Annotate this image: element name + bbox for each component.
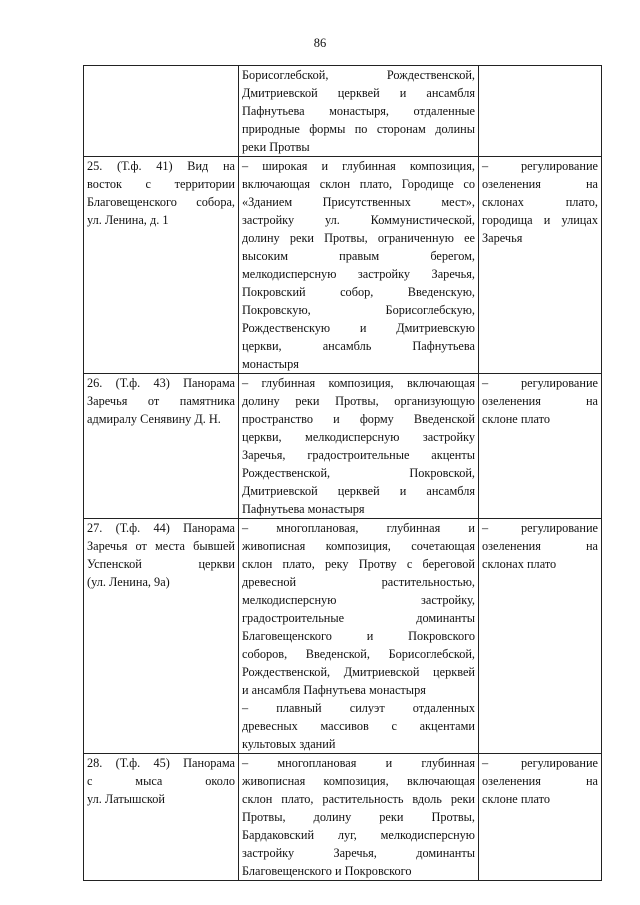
composition-line: включающая склон плато, Городище со (242, 177, 475, 191)
composition-line: древесных массивов с акцентами (242, 719, 475, 733)
composition-line: Бардаковский луг, мелкодисперсную (242, 828, 475, 842)
composition-paragraph (242, 157, 475, 373)
location-line: ул. Ленина, д. 1 (87, 213, 169, 227)
composition-paragraph (242, 66, 475, 156)
table-row (84, 374, 602, 519)
composition-line: соборов, Введенской, Борисоглебской, (242, 647, 475, 661)
composition-line: пространство и форму Введенской (242, 412, 475, 426)
composition-line: природные формы по сторонам долины (242, 122, 475, 136)
composition-line: живописная композиция, включающая (242, 774, 475, 788)
composition-line: живописная композиция, сочетающая (242, 539, 475, 553)
location-line: 26. (Т.ф. 43) Панорама (87, 376, 235, 390)
composition-line: градостроительные доминанты (242, 611, 475, 625)
regulation-line: озеленения на (482, 177, 598, 191)
composition-line: Пафнутьева монастыря (242, 502, 365, 516)
composition-line: – многоплановая, глубинная и (242, 521, 475, 535)
regulation-line: склонах плато (482, 557, 557, 571)
composition-line: – плавный силуэт отдаленных (242, 701, 475, 715)
composition-line: и ансамбля Пафнутьева монастыря (242, 683, 426, 697)
table-row (84, 66, 602, 157)
regulation-cell (479, 374, 602, 519)
composition-line: застройку ул. Коммунистической, (242, 213, 475, 227)
regulation-line: – регулирование (482, 376, 598, 390)
composition-cell (239, 754, 479, 881)
regulation-line: склоне плато (482, 792, 551, 806)
composition-line: долину реки Протвы, ограниченную ее (242, 231, 475, 245)
composition-line: Покровскую, Борисоглебскую, (242, 303, 475, 317)
composition-paragraph (242, 699, 475, 753)
regulation-line: – регулирование (482, 756, 598, 770)
composition-line: застройку Заречья, доминанты (242, 846, 475, 860)
composition-cell (239, 374, 479, 519)
composition-line: монастыря (242, 357, 299, 371)
location-line: 25. (Т.ф. 41) Вид на (87, 159, 235, 173)
regulation-line: – регулирование (482, 159, 598, 173)
composition-line: Дмитриевской церквей и ансамбля (242, 86, 475, 100)
composition-line: Благовещенского и Покровского (242, 864, 412, 878)
composition-cell (239, 157, 479, 374)
regulation-line: озеленения на (482, 539, 598, 553)
composition-line: – широкая и глубинная композиция, (242, 159, 475, 173)
document-table (83, 65, 602, 881)
location-line: с мыса около (87, 774, 235, 788)
composition-cell (239, 66, 479, 157)
composition-line: – многоплановая и глубинная (242, 756, 475, 770)
composition-line: Рождественскую и Дмитриевскую (242, 321, 475, 335)
composition-line: Рождественской, Дмитриевской церквей (242, 665, 475, 679)
regulation-line: склоне плато (482, 412, 551, 426)
regulation-cell (479, 157, 602, 374)
composition-line: реки Протвы (242, 140, 310, 154)
regulation-cell (479, 519, 602, 754)
composition-line: церкви, мелкодисперсную застройку (242, 430, 475, 444)
composition-line: церкви, ансамбль Пафнутьева (242, 339, 475, 353)
location-line: Заречья от места бывшей (87, 539, 235, 553)
composition-line: Дмитриевской церквей и ансамбля (242, 484, 475, 498)
composition-line: древесной растительностью, (242, 575, 475, 589)
location-line: (ул. Ленина, 9а) (87, 575, 170, 589)
composition-line: Рождественской, Покровской, (242, 466, 475, 480)
regulation-line: озеленения на (482, 394, 598, 408)
location-line: Заречья от памятника (87, 394, 235, 408)
composition-line: Покровский собор, Введенскую, (242, 285, 475, 299)
composition-paragraph (242, 374, 475, 518)
composition-line: Протвы, долину реки Протвы, (242, 810, 475, 824)
composition-line: Заречья, градостроительные акценты (242, 448, 475, 462)
composition-line: Пафнутьева монастыря, отдаленные (242, 104, 475, 118)
composition-line: долину реки Протвы, организующую (242, 394, 475, 408)
location-cell (84, 519, 239, 754)
location-line: 28. (Т.ф. 45) Панорама (87, 756, 235, 770)
location-line: Благовещенского собора, (87, 195, 235, 209)
regulation-line: – регулирование (482, 521, 598, 535)
composition-line: склон плато, реку Протву с береговой (242, 557, 475, 571)
location-line: восток с территории (87, 177, 235, 191)
composition-paragraph (242, 519, 475, 699)
regulation-cell (479, 66, 602, 157)
location-line: ул. Латышской (87, 792, 166, 806)
location-line: Успенской церкви (87, 557, 235, 571)
regulation-cell (479, 754, 602, 881)
regulation-line: городища и улицах (482, 213, 598, 227)
composition-line: Благовещенского и Покровского (242, 629, 475, 643)
table-row (84, 754, 602, 881)
location-cell (84, 157, 239, 374)
composition-line: высоким правым берегом, (242, 249, 475, 263)
composition-line: «Зданием Присутственных мест», (242, 195, 475, 209)
regulation-line: склонах плато, (482, 195, 598, 209)
composition-line: Борисоглебской, Рождественской, (242, 68, 475, 82)
regulation-line: озеленения на (482, 774, 598, 788)
table-row (84, 519, 602, 754)
composition-line: склон плато, растительность вдоль реки (242, 792, 475, 806)
location-line: 27. (Т.ф. 44) Панорама (87, 521, 235, 535)
composition-line: культовых зданий (242, 737, 336, 751)
table-row (84, 157, 602, 374)
composition-line: – глубинная композиция, включающая (242, 376, 475, 390)
location-line: адмиралу Сенявину Д. Н. (87, 412, 221, 426)
location-cell (84, 754, 239, 881)
regulation-line: Заречья (482, 231, 523, 245)
composition-cell (239, 519, 479, 754)
location-cell (84, 66, 239, 157)
composition-line: мелкодисперсную застройку, (242, 593, 475, 607)
page-number: 86 (313, 36, 327, 50)
location-cell (84, 374, 239, 519)
composition-paragraph (242, 754, 475, 880)
composition-line: мелкодисперсную застройку Заречья, (242, 267, 475, 281)
